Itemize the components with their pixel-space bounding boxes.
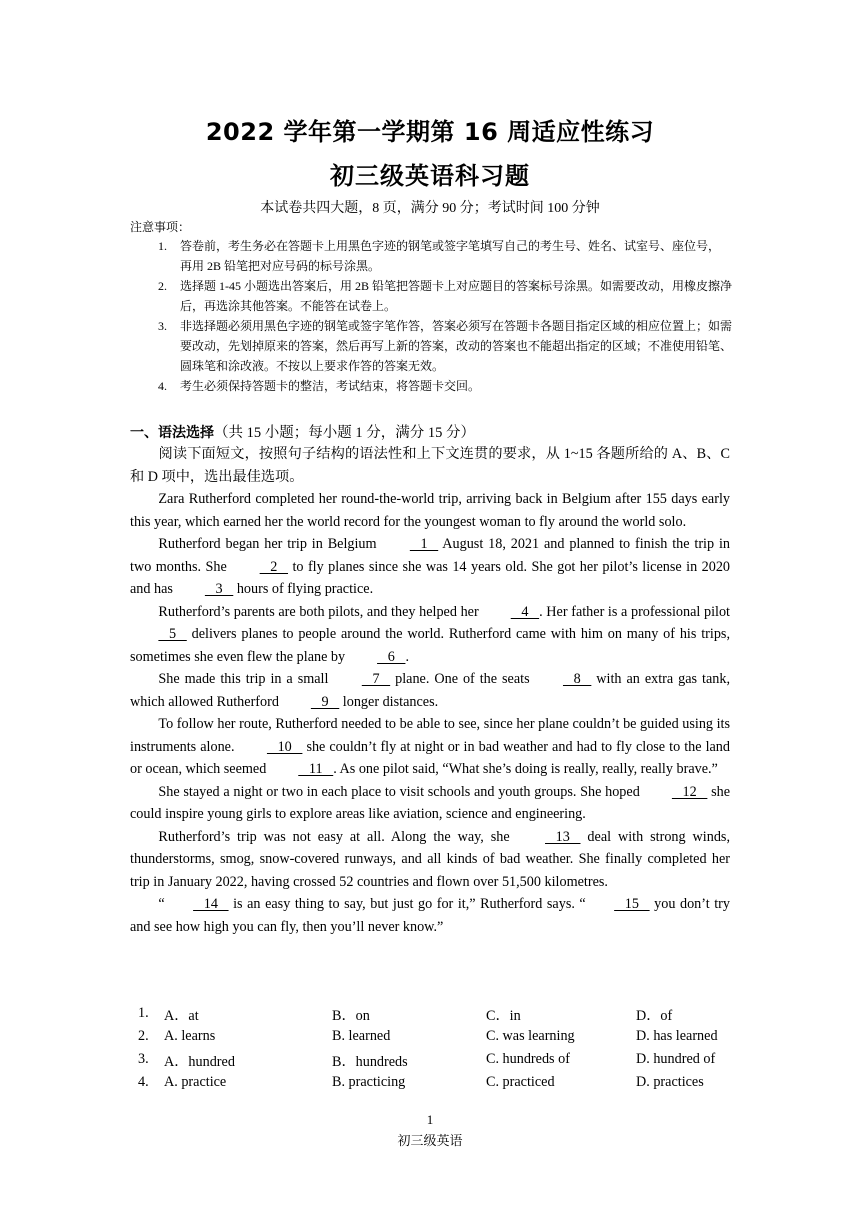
option-b: B. learned bbox=[332, 1028, 391, 1044]
text: She made this trip in a small bbox=[158, 671, 334, 687]
blank-12: 12 bbox=[671, 783, 708, 800]
passage-paragraph bbox=[130, 713, 730, 781]
blank-2: 2 bbox=[259, 558, 289, 575]
text: . As one pilot said, “What she’s doing is really, really, really brave.” bbox=[333, 761, 718, 777]
option-c: C．in bbox=[486, 1008, 521, 1024]
text: Rutherford’s trip was not easy at all. Along the way, she bbox=[158, 828, 517, 845]
notice-list bbox=[158, 236, 733, 396]
section-instruction bbox=[130, 443, 730, 488]
text: deal with strong winds, thunderstorms, smog, snow-covered runways, and all kinds of bad weather. She finally completed her trip in January 2022, having crossed 52 countries and flown over 51,500 kilometres. bbox=[130, 828, 730, 890]
option-b: B. practicing bbox=[332, 1074, 406, 1090]
blank-10: 10 bbox=[266, 738, 303, 755]
text: “ bbox=[158, 896, 165, 912]
notice-number: 1. bbox=[158, 239, 167, 253]
text: Rutherford began her trip in Belgium bbox=[158, 536, 382, 552]
text: plane. One of the seats bbox=[390, 671, 535, 687]
text: longer distances. bbox=[339, 693, 439, 710]
blank-11: 11 bbox=[298, 761, 334, 777]
notice-text: 答卷前，考生务必在答题卡上用黑色字迹的钢笔或签字笔填写自己的考生号、姓名、试室号、座位号， 再用 2B 铅笔把对应号码的标号涂黑。 bbox=[180, 239, 721, 273]
text: hours of flying practice. bbox=[233, 581, 374, 597]
blank-14: 14 bbox=[193, 896, 229, 912]
option-c: C. practiced bbox=[486, 1074, 555, 1090]
question-row bbox=[130, 1005, 750, 1028]
passage-paragraph bbox=[130, 533, 730, 601]
notice-item bbox=[158, 316, 733, 376]
question-row bbox=[130, 1051, 750, 1074]
option-c: C. was learning bbox=[486, 1028, 575, 1044]
passage-paragraph bbox=[130, 826, 730, 894]
option-d: D．of bbox=[636, 1008, 673, 1024]
exam-info: 本试卷共四大题，8 页，满分 90 分；考试时间 100 分钟 bbox=[260, 201, 600, 216]
passage bbox=[130, 443, 730, 938]
text: with an extra gas tank, which allowed Rutherford bbox=[130, 671, 731, 710]
question-number: 1. bbox=[138, 1005, 149, 1021]
text: To follow her route, Rutherford needed to be able to see, since her plane couldn’t be guided using its instruments alone. bbox=[130, 716, 730, 755]
blank-1: 1 bbox=[409, 536, 439, 552]
text: she could inspire young girls to explore areas like aviation, science and engineering. bbox=[130, 783, 730, 822]
question-options bbox=[130, 1005, 750, 1097]
passage-paragraph: Zara Rutherford completed her round-the-world trip, arriving back in Belgium after 155 days early this year, which earned her the world record for the youngest woman to fly around the world solo. bbox=[130, 491, 730, 530]
blank-7: 7 bbox=[361, 671, 391, 687]
blank-4: 4 bbox=[510, 603, 540, 620]
option-a: A. practice bbox=[164, 1074, 227, 1090]
text: . Her father is a professional pilot bbox=[539, 603, 730, 620]
question-row bbox=[130, 1028, 750, 1051]
text: Rutherford’s parents are both pilots, and they helped her bbox=[158, 603, 483, 620]
notice-heading: 注意事项： bbox=[130, 220, 191, 234]
option-d: D. has learned bbox=[636, 1028, 718, 1044]
text: to fly planes since she was 14 years old. She got her pilot’s license in 2020 and has bbox=[130, 558, 731, 597]
option-b: B．on bbox=[332, 1008, 370, 1024]
option-a: A．at bbox=[164, 1008, 199, 1024]
question-number: 2. bbox=[138, 1028, 149, 1044]
passage-paragraph bbox=[130, 893, 730, 938]
section-title: 一、语法选择 bbox=[130, 425, 214, 441]
notice-item bbox=[158, 236, 733, 276]
question-number: 3. bbox=[138, 1051, 149, 1067]
blank-3: 3 bbox=[204, 581, 234, 597]
option-b: B．hundreds bbox=[332, 1054, 408, 1070]
blank-15: 15 bbox=[614, 896, 650, 912]
blank-6: 6 bbox=[377, 648, 406, 665]
exam-title: 2022 学年第一学期第 16 周适应性练习 bbox=[205, 118, 655, 146]
option-d: D. hundred of bbox=[636, 1051, 716, 1067]
question-row bbox=[130, 1074, 750, 1097]
notice-number: 4. bbox=[158, 379, 167, 393]
page-number: 1 bbox=[426, 1112, 434, 1127]
notice-text: 非选择题必须用黑色字迹的钢笔或签字笔作答，答案必须写在答题卡各题目指定区域的相应位置上；如需要改动，先划掉原来的答案，然后再写上新的答案，改动的答案也不能超出指定的区域；不准使用铅笔、圆珠笔和涂改液。不按以上要求作答的答案无效。 bbox=[180, 319, 733, 373]
blank-5: 5 bbox=[158, 626, 187, 642]
text: August 18, 2021 and planned to finish the trip in two months. She bbox=[130, 536, 730, 575]
option-a: A. learns bbox=[164, 1028, 216, 1044]
text: is an easy thing to say, but just go for it,” Rutherford says. “ bbox=[228, 896, 586, 912]
passage-paragraph bbox=[130, 668, 730, 713]
notice-item bbox=[158, 276, 733, 316]
notice-item bbox=[158, 376, 733, 396]
option-d: D. practices bbox=[636, 1074, 704, 1090]
section-note: （共 15 小题；每小题 1 分，满分 15 分） bbox=[214, 425, 475, 441]
text: She stayed a night or two in each place to visit schools and youth groups. She hoped bbox=[158, 783, 644, 800]
section-heading bbox=[130, 421, 475, 442]
exam-subtitle: 初三级英语科习题 bbox=[330, 162, 530, 190]
text: you don’t try and see how high you can fly, then you’ll never know.” bbox=[130, 896, 731, 935]
question-number: 4. bbox=[138, 1074, 149, 1090]
text: she couldn’t fly at night or in bad weather and had to fly close to the land or ocean, which seemed bbox=[130, 738, 730, 777]
text: . bbox=[405, 648, 409, 665]
footer-label: 初三级英语 bbox=[397, 1133, 463, 1148]
instruction-text: 阅读下面短文，按照句子结构的语法性和上下文连贯的要求，从 1~15 各题所给的 A、B、C 和 D 项中，选出最佳选项。 bbox=[130, 446, 730, 485]
notice-number: 3. bbox=[158, 319, 167, 333]
blank-8: 8 bbox=[562, 671, 592, 687]
notice-number: 2. bbox=[158, 279, 167, 293]
passage-paragraph bbox=[130, 781, 730, 826]
passage-paragraph bbox=[130, 601, 730, 669]
option-a: A．hundred bbox=[164, 1054, 235, 1070]
notice-text: 考生必须保持答题卡的整洁，考试结束，将答题卡交回。 bbox=[180, 379, 481, 393]
text: delivers planes to people around the world. Rutherford came with him on many of his trips, sometimes she even flew the plane by bbox=[130, 626, 730, 665]
blank-9: 9 bbox=[310, 693, 340, 710]
blank-13: 13 bbox=[545, 828, 581, 845]
notice-text: 选择题 1-45 小题选出答案后，用 2B 铅笔把答题卡上对应题目的答案标号涂黑。如需要改动，用橡皮擦净后，再选涂其他答案。不能答在试卷上。 bbox=[180, 279, 733, 313]
option-c: C. hundreds of bbox=[486, 1051, 570, 1067]
